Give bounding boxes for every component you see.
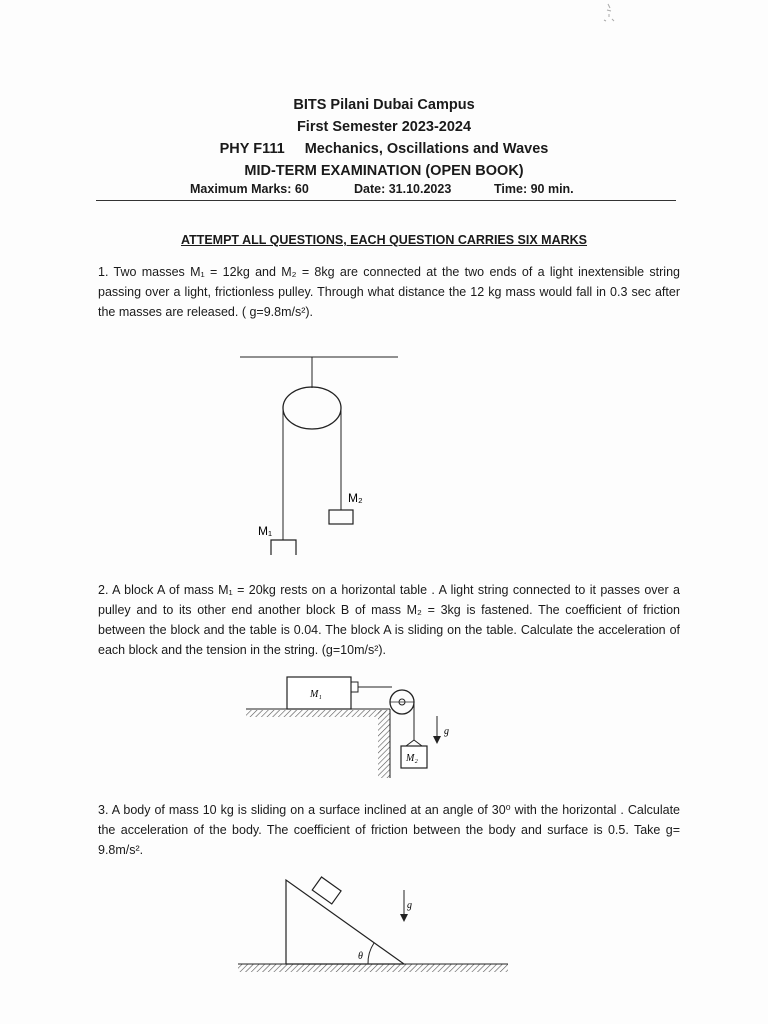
institution-name: BITS Pilani Dubai Campus bbox=[293, 97, 475, 113]
table-leg-hatch bbox=[378, 710, 390, 778]
figure-atwood-machine bbox=[230, 350, 410, 570]
header-divider bbox=[96, 200, 676, 201]
mass-m1-block bbox=[271, 540, 296, 555]
question-2-text: 2. A block A of mass M₁ = 20kg rests on a horizontal table . A light string connected to it passes over a pulley and to its other end another block B of mass M₂ = 3kg is fastened. The coefficient of friction between the block and the table is 0.04. The block A is sliding on the table. Calculate the acceleration of each block and the tension in the string. (g=10m/s²). bbox=[98, 583, 680, 657]
max-marks: Maximum Marks: 60 bbox=[190, 182, 309, 196]
figure-block-pulley-table bbox=[240, 670, 470, 785]
incline-triangle bbox=[286, 880, 404, 964]
mass-m2-block bbox=[329, 510, 353, 524]
instructions-heading: ATTEMPT ALL QUESTIONS, EACH QUESTION CARRIES SIX MARKS bbox=[180, 233, 588, 247]
exam-time: Time: 90 min. bbox=[494, 182, 574, 196]
pulley-wheel bbox=[283, 387, 341, 429]
course-title: Mechanics, Oscillations and Waves bbox=[304, 141, 549, 157]
question-1-text: 1. Two masses M₁ = 12kg and M₂ = 8kg are connected at the two ends of a light inextensible string passing over a light, frictionless pulley. Through what distance the 12 kg mass would fall in 0.3 sec after the masses are released. ( g=9.8m/s²). bbox=[98, 265, 680, 319]
exam-date: Date: 31.10.2023 bbox=[354, 182, 452, 196]
label-g: g bbox=[407, 900, 412, 911]
exam-title: MID-TERM EXAMINATION (OPEN BOOK) bbox=[244, 163, 524, 179]
angle-arc bbox=[368, 943, 374, 964]
scan-artifact bbox=[600, 2, 620, 24]
figure-inclined-plane bbox=[234, 870, 514, 980]
ground-hatch bbox=[238, 964, 508, 972]
course-code: PHY F111 bbox=[219, 141, 285, 157]
semester-line: First Semester 2023-2024 bbox=[296, 119, 472, 135]
table-top-hatch bbox=[246, 710, 386, 717]
question-3-text: 3. A body of mass 10 kg is sliding on a surface inclined at an angle of 30⁰ with the horizontal . Calculate the acceleration of the body. The coefficient of friction between the body and surface is 0.5. Take g= 9.8m/s². bbox=[98, 803, 680, 857]
label-m1: M₁ bbox=[310, 689, 322, 700]
label-theta: θ bbox=[358, 951, 363, 962]
label-g: g bbox=[444, 726, 449, 737]
exam-header bbox=[0, 94, 768, 182]
label-m2: M₂ bbox=[406, 753, 418, 764]
sliding-body bbox=[312, 877, 341, 904]
course-line bbox=[212, 138, 557, 160]
label-m2: M₂ bbox=[348, 491, 363, 505]
label-m1: M₁ bbox=[258, 524, 273, 538]
